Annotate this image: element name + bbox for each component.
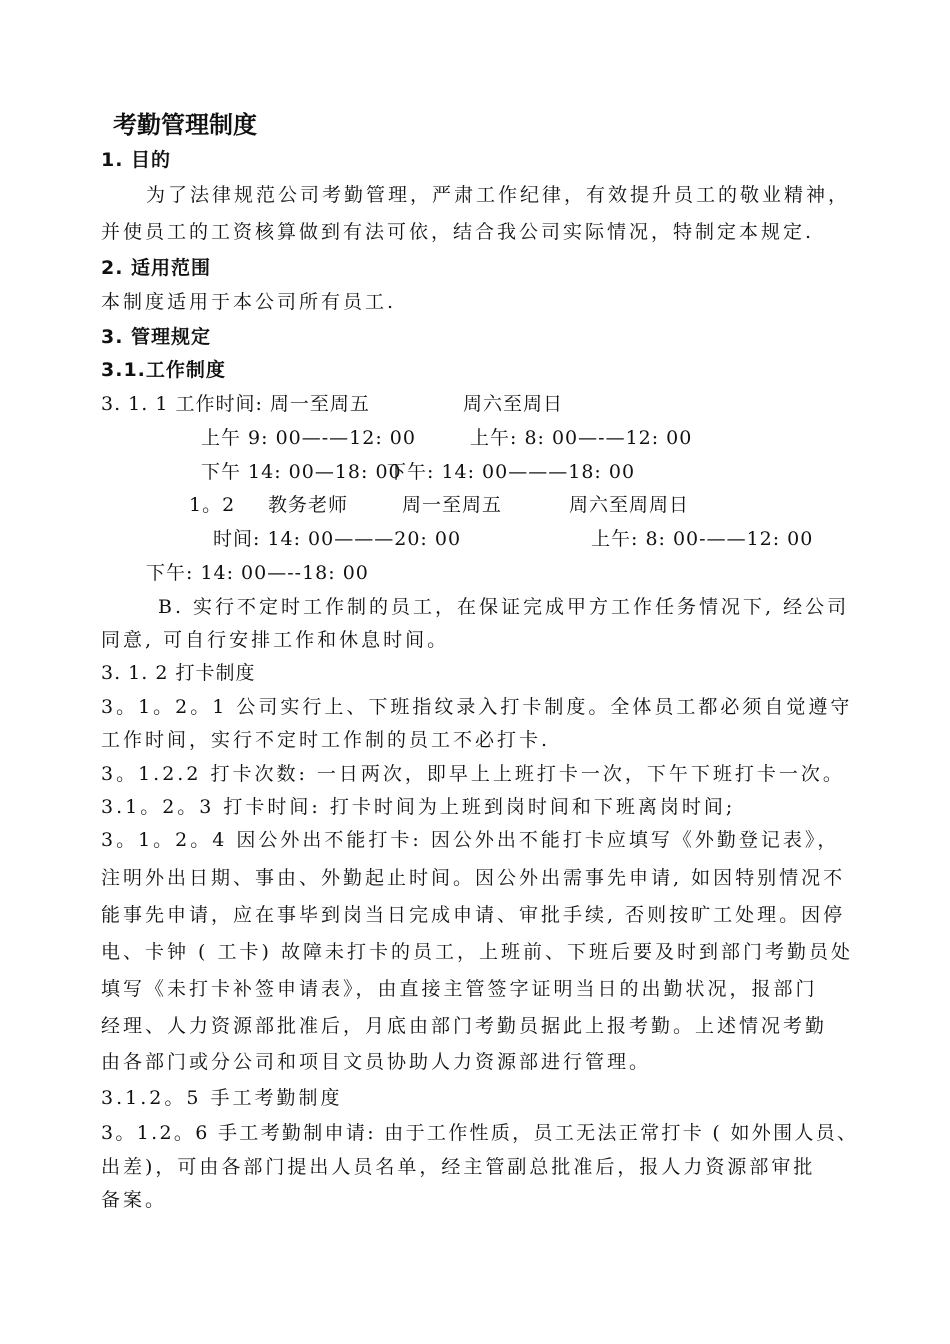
section-2-heading: 2. 适用范围 (101, 257, 212, 279)
teacher-role: 教务老师 (268, 494, 349, 516)
rule-3121-line-2: 工作时间，实行不定时工作制的员工不必打卡. (101, 729, 551, 751)
teacher-rule-number: 1。2 (189, 494, 236, 516)
rule-3123: 3.1。2。3 打卡时间: 打卡时间为上班到岗时间和下班离岗时间; (101, 796, 736, 818)
rule-3124-line-4: 电、卡钟 ( 工卡) 故障未打卡的员工，上班前、下班后要及时到部门考勤员处 (101, 941, 853, 963)
teacher-weekend-label: 周六至周周日 (569, 494, 690, 516)
weekend-afternoon-hours: 下午: 14: 00———18: 00 (387, 461, 636, 483)
rule-3121-line-1: 3。1。2。1 公司实行上、下班指纹录入打卡制度。全体员工都必须自觉遵守 (101, 696, 853, 718)
teacher-weekend-morning-hours: 上午: 8: 00-——12: 00 (591, 528, 814, 550)
work-hours-weekend-label: 周六至周日 (463, 393, 564, 415)
section-1-paragraph-line-1: 为了法律规范公司考勤管理，严肃工作纪律，有效提升员工的敬业精神， (146, 184, 851, 206)
section-3-1-heading: 3.1.工作制度 (101, 359, 226, 381)
work-hours-label: 3. 1. 1 工作时间: 周一至周五 (101, 393, 370, 415)
section-1-paragraph-line-2: 并使员工的工资核算做到有法可依，结合我公司实际情况，特制定本规定. (101, 221, 815, 243)
rule-3124-line-2: 注明外出日期、事由、外勤起止时间。因公外出需事先申请, 如因特别情况不 (101, 867, 846, 889)
weekday-afternoon-hours: 下午 14: 00—18: 00 (201, 461, 402, 483)
rule-3124-line-1: 3。1。2。4 因公外出不能打卡: 因公外出不能打卡应填写《外勤登记表》， (101, 829, 840, 851)
section-3-heading: 3. 管理规定 (101, 326, 212, 348)
rule-3122: 3。1.2.2 打卡次数: 一日两次，即早上上班打卡一次，下午下班打卡一次。 (101, 763, 845, 785)
rule-3126-line-2: 出差)，可由各部门提出人员名单，经主管副总批准后，报人力资源部审批 (101, 1156, 816, 1178)
teacher-weekday-label: 周一至周五 (402, 494, 503, 516)
weekday-morning-hours: 上午 9: 00—-—12: 00 (201, 427, 416, 449)
document-title: 考勤管理制度 (113, 111, 257, 139)
section-2-text: 本制度适用于本公司所有员工. (101, 291, 397, 313)
rule-3124-line-5: 填写《未打卡补签申请表》，由直接主管签字证明当日的出勤状况，报部门 (101, 978, 818, 1000)
rule-3124-line-3: 能事先申请，应在事毕到岗当日完成申请、审批手续, 否则按旷工处理。因停 (101, 904, 846, 926)
section-1-heading: 1. 目的 (101, 149, 172, 171)
rule-3124-line-7: 由各部门或分公司和项目文员协助人力资源部进行管理。 (101, 1051, 652, 1073)
teacher-weekend-afternoon-hours: 下午: 14: 00—--18: 00 (146, 562, 369, 584)
rule-3126-line-1: 3。1.2。6 手工考勤制申请: 由于工作性质，员工无法正常打卡 ( 如外围人员、 (101, 1122, 859, 1144)
teacher-weekday-hours: 时间: 14: 00———20: 00 (213, 528, 462, 550)
flexible-work-paragraph-line-1: B. 实行不定时工作制的员工，在保证完成甲方工作任务情况下, 经公司 (158, 596, 850, 618)
rule-3125: 3.1.2。5 手工考勤制度 (101, 1087, 343, 1109)
flexible-work-paragraph-line-2: 同意, 可自行安排工作和休息时间。 (101, 629, 450, 651)
clock-in-section-heading: 3. 1. 2 打卡制度 (101, 662, 256, 684)
rule-3126-line-3: 备案。 (101, 1189, 168, 1211)
rule-3124-line-6: 经理、人力资源部批准后，月底由部门考勤员据此上报考勤。上述情况考勤 (101, 1015, 828, 1037)
weekend-morning-hours: 上午: 8: 00—-—12: 00 (470, 427, 693, 449)
